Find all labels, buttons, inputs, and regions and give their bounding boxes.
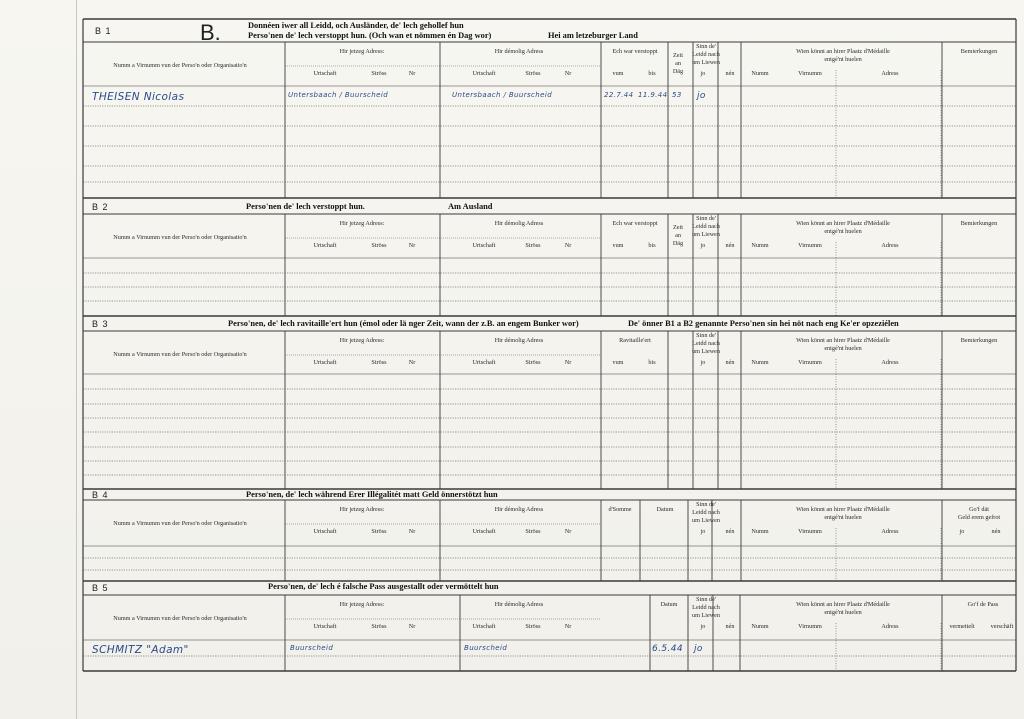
b5-title: Perso'nen, de' lech é falsche Pass ausgestallt oder vermöttelt hun [268, 582, 499, 591]
b3-hdr-from: vum [612, 359, 624, 366]
b3-hdr-medal2: entgé'nt huelen [824, 345, 862, 352]
b1-hdr-from: vum [612, 70, 624, 77]
b3-hdr-f-locality: Urtschaft [472, 359, 496, 366]
intro-letter: B. [200, 20, 221, 45]
b4-hdr-medal2: entgé'nt huelen [824, 514, 862, 521]
b1-code: B 1 [95, 26, 112, 36]
b5-hdr-f-street: Ströss [525, 623, 541, 630]
b1-hdr-medal1: Wien könnt an hirer Plaatz d'Médaille [796, 48, 890, 55]
b5-hdr-m-name: Numm [751, 623, 769, 630]
b4-hdr-medal1: Wien könnt an hirer Plaatz d'Médaille [796, 506, 890, 513]
b4-hdr-current: Hir jetzeg Adress: [339, 506, 385, 513]
b5-hdr-current: Hir jetzeg Adress: [339, 601, 385, 608]
b2-hdr-remarks: Bemierkungen [960, 220, 998, 227]
b4-hdr-suffered1: Sinn de' [696, 501, 716, 508]
b5-entry-name: SCHMITZ "Adam" [92, 644, 189, 656]
b5-hdr-pass: Go'f de Pass [967, 601, 999, 608]
b2-hdr-medal2: entgé'nt huelen [824, 228, 862, 235]
b3-hdr-f-number: Nr [564, 359, 572, 366]
b3-hdr-m-name: Numm [751, 359, 769, 366]
b2-hdr-hidden: Ech war verstoppt [612, 220, 658, 227]
b2-code: B 2 [92, 202, 109, 212]
b1-hdr-suffered2: Leidd nach [692, 51, 720, 58]
b1-hdr-m-address: Adress [881, 70, 899, 77]
b3-hdr-suffered2: Leidd nach [692, 340, 720, 347]
b3-hdr-m-address: Adress [881, 359, 899, 366]
b2-hdr-former: Hir démolig Adress [494, 220, 544, 227]
b1-hdr-street: Ströss [371, 70, 387, 77]
b3-hdr-name: Numm a Virnumm vun der Perso'n oder Organisatio'n [113, 351, 247, 358]
b3-hdr-remarks: Bemierkungen [960, 337, 998, 344]
b1-entry-current-address: Untersbaach / Buurscheid [288, 91, 389, 99]
b1-entry-former-address: Untersbaach / Buurscheid [452, 91, 553, 99]
b4-hdr-number: Nr [408, 528, 416, 535]
b5-hdr-locality: Urtschaft [313, 623, 337, 630]
b5-hdr-m-first: Virnumm [798, 623, 822, 630]
b3-hdr-locality: Urtschaft [313, 359, 337, 366]
b2-hdr-m-first: Virnumm [798, 242, 822, 249]
b2-hdr-suffered3: um Liewen [691, 231, 721, 238]
b1-hdr-m-name: Numm [751, 70, 769, 77]
b1-hdr-number: Nr [408, 70, 416, 77]
b5-hdr-f-number: Nr [564, 623, 572, 630]
b2-hdr-suffered2: Leidd nach [692, 223, 720, 230]
b1-hdr-locality: Urtschaft [313, 70, 337, 77]
b2-hdr-f-number: Nr [564, 242, 572, 249]
b1-hdr-medal2: entgé'nt huelen [824, 56, 862, 63]
b4-hdr-f-street: Ströss [525, 528, 541, 535]
b4-hdr-suffered3: um Liewen [691, 517, 721, 524]
b4-hdr-sum: d'Somme [608, 506, 632, 513]
b3-hdr-to: bis [648, 359, 656, 366]
b1-hdr-former: Hir démolig Adress [494, 48, 544, 55]
b1-entry-to: 11.9.44 [638, 91, 668, 99]
b4-hdr-no: nén [991, 528, 1001, 535]
b3-hdr-number: Nr [408, 359, 416, 366]
b2-hdr-f-street: Ströss [525, 242, 541, 249]
b4-hdr-former: Hir démolig Adress [494, 506, 544, 513]
b5-hdr-suffered2: Leidd nach [692, 604, 720, 611]
b5-entry-date: 6.5.44 [652, 644, 684, 654]
b4-hdr-m-first: Virnumm [798, 528, 822, 535]
b1-hdr-days: Däg [672, 68, 684, 75]
b4-code: B 4 [92, 490, 109, 500]
b4-hdr-street: Ströss [371, 528, 387, 535]
b2-hdr-suffered1: Sinn de' [696, 215, 716, 222]
b3-title2: De' önner B1 a B2 genannte Perso'nen sin hei nöt nach eng Ke'er opzeziélen [628, 319, 899, 328]
b4-hdr-date: Datum [656, 506, 674, 513]
b5-hdr-medal2: entgé'nt huelen [824, 609, 862, 616]
b1-hdr-suffered3: um Liewen [691, 59, 721, 66]
b1-hdr-f-number: Nr [564, 70, 572, 77]
intro-line2b: Hei am letzeburger Land [548, 31, 638, 40]
b5-entry-former-address: Buurscheid [464, 644, 508, 652]
b5-hdr-m-address: Adress [881, 623, 899, 630]
b5-hdr-medal1: Wien könnt an hirer Plaatz d'Médaille [796, 601, 890, 608]
b1-hdr-remarks: Bemierkungen [960, 48, 998, 55]
b5-hdr-number: Nr [408, 623, 416, 630]
b5-hdr-date: Datum [660, 601, 678, 608]
b2-hdr-from: vum [612, 242, 624, 249]
b2-hdr-name: Numm a Virnumm vun der Perso'n oder Organisatio'n [113, 234, 247, 241]
b3-hdr-f-street: Ströss [525, 359, 541, 366]
b5-hdr-former: Hir démolig Adress [494, 601, 544, 608]
b3-hdr-ravitailleert: Ravitaille'ert [619, 337, 651, 344]
b3-hdr-yes: jo [700, 359, 706, 366]
b2-hdr-m-name: Numm [751, 242, 769, 249]
b1-hdr-hidden: Ech war verstoppt [612, 48, 658, 55]
b1-entry-from: 22.7.44 [604, 91, 634, 99]
b2-hdr-an: an [675, 232, 681, 239]
b2-hdr-m-address: Adress [881, 242, 899, 249]
b3-hdr-former: Hir démolig Adress [494, 337, 544, 344]
b1-hdr-an: an [675, 60, 681, 67]
b1-hdr-name: Numm a Virnumm vun der Perso'n oder Organisatio'n [113, 62, 247, 69]
b5-hdr-issued: vermettelt [949, 623, 975, 630]
b4-hdr-name: Numm a Virnumm vun der Perso'n oder Organisatio'n [113, 520, 247, 527]
b4-hdr-yes: jo [700, 528, 706, 535]
b1-hdr-f-locality: Urtschaft [472, 70, 496, 77]
b4-hdr-f-number: Nr [564, 528, 572, 535]
b1-entry-days: 53 [672, 91, 682, 99]
b2-hdr-time: Zeit [673, 224, 683, 231]
b1-hdr-yes: jo [700, 70, 706, 77]
b2-hdr-no: nén [725, 242, 735, 249]
b2-hdr-number: Nr [408, 242, 416, 249]
b1-entry-suffered-yes: jo [697, 91, 706, 101]
intro-line1: Donnéen iwer all Leidd, och Ausländer, de' lech gehollef hun [248, 21, 464, 30]
b2-hdr-street: Ströss [371, 242, 387, 249]
b5-code: B 5 [92, 583, 109, 593]
b3-hdr-m-first: Virnumm [798, 359, 822, 366]
b1-hdr-to: bis [648, 70, 656, 77]
b4-hdr-m-name: Numm [751, 528, 769, 535]
b5-hdr-suffered1: Sinn de' [696, 596, 716, 603]
b3-hdr-suffered1: Sinn de' [696, 332, 716, 339]
b2-hdr-days: Däg [672, 240, 684, 247]
b1-hdr-time: Zeit [673, 52, 683, 59]
b3-hdr-no: nén [725, 359, 735, 366]
b5-hdr-made: verschäft [990, 623, 1014, 630]
b3-title: Perso'nen, de' lech ravitaille'ert hun (émol oder lä nger Zeit, wann der z.B. an engem Bunker wor) [228, 319, 579, 328]
b1-hdr-suffered1: Sinn de' [696, 43, 716, 50]
b2-hdr-locality: Urtschaft [313, 242, 337, 249]
b2-hdr-to: bis [648, 242, 656, 249]
b5-entry-current-address: Buurscheid [290, 644, 334, 652]
b4-hdr-repaid2: Geld erem gefrot [957, 514, 1001, 521]
b1-hdr-m-first: Virnumm [798, 70, 822, 77]
b5-hdr-name: Numm a Virnumm vun der Perso'n oder Organisatio'n [113, 615, 247, 622]
b2-title2: Am Ausland [448, 202, 493, 211]
b5-hdr-yes: jo [700, 623, 706, 630]
b2-hdr-current: Hir jetzeg Adress: [339, 220, 385, 227]
b4-hdr-no: nén [725, 528, 735, 535]
b3-hdr-suffered3: um Liewen [691, 348, 721, 355]
b1-hdr-no: nén [725, 70, 735, 77]
b2-title: Perso'nen de' lech verstoppt hun. [246, 202, 365, 211]
b1-hdr-f-street: Ströss [525, 70, 541, 77]
b3-code: B 3 [92, 319, 109, 329]
b5-hdr-no: nén [725, 623, 735, 630]
b4-hdr-yes: jo [959, 528, 965, 535]
b5-entry-suffered-yes: jo [694, 644, 703, 654]
b4-hdr-locality: Urtschaft [313, 528, 337, 535]
b3-hdr-street: Ströss [371, 359, 387, 366]
b5-hdr-suffered3: um Liewen [691, 612, 721, 619]
b5-hdr-street: Ströss [371, 623, 387, 630]
b4-hdr-repaid1: Go'f dät [969, 506, 989, 513]
b5-hdr-f-locality: Urtschaft [472, 623, 496, 630]
b4-hdr-f-locality: Urtschaft [472, 528, 496, 535]
intro-line2: Perso'nen de' lech verstoppt hun. (Och wan et nömmen én Dag wor) [248, 31, 492, 40]
b4-hdr-suffered2: Leidd nach [692, 509, 720, 516]
b2-hdr-f-locality: Urtschaft [472, 242, 496, 249]
b3-hdr-medal1: Wien könnt an hirer Plaatz d'Médaille [796, 337, 890, 344]
b2-hdr-medal1: Wien könnt an hirer Plaatz d'Médaille [796, 220, 890, 227]
b1-entry-name: THEISEN Nicolas [92, 91, 185, 103]
b3-hdr-current: Hir jetzeg Adress: [339, 337, 385, 344]
b1-hdr-current: Hir jetzeg Adress: [339, 48, 385, 55]
b4-title: Perso'nen, de' lech während Erer Illégalitét matt Geld önnerstötzt hun [246, 490, 498, 499]
b2-hdr-yes: jo [700, 242, 706, 249]
b4-hdr-m-address: Adress [881, 528, 899, 535]
